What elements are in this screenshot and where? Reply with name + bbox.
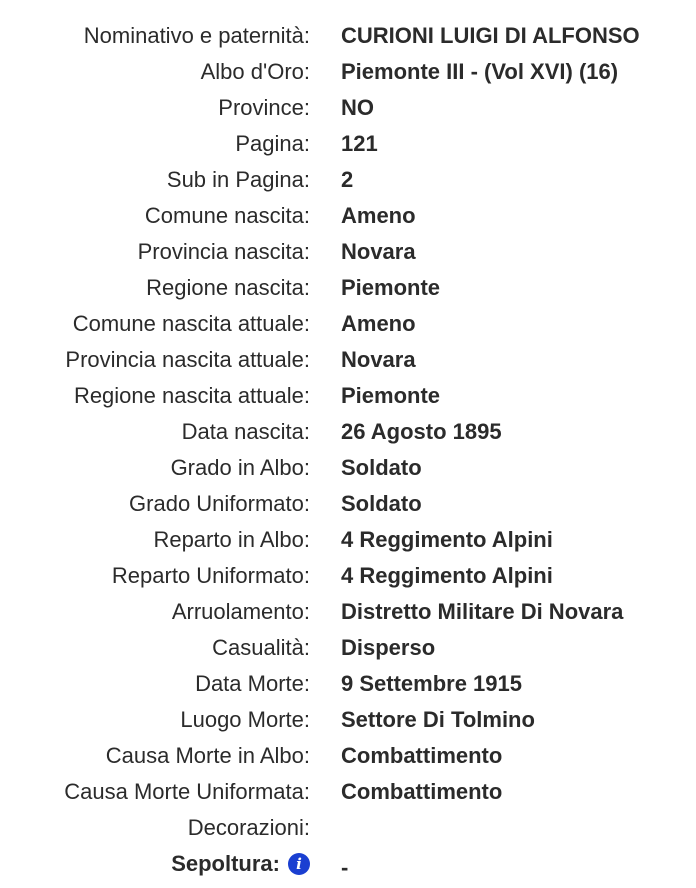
record-row-casualita	[0, 630, 696, 666]
field-value: Disperso	[341, 635, 436, 660]
record-row-nominativo	[0, 18, 696, 54]
field-label: Grado in Albo:	[170, 455, 310, 480]
record-row-comune-nascita-attuale	[0, 306, 696, 342]
field-label: Comune nascita:	[144, 203, 310, 228]
record-row-reparto-uniformato	[0, 558, 696, 594]
record-row-pagina	[0, 126, 696, 162]
record-row-grado-uniformato	[0, 486, 696, 522]
info-icon[interactable]: i	[288, 853, 310, 875]
sepoltura-label-group	[0, 851, 310, 877]
field-value: Piemonte III - (Vol XVI) (16)	[341, 59, 619, 84]
field-label: Data Morte:	[195, 671, 310, 696]
record-row-data-morte	[0, 666, 696, 702]
field-label: Data nascita:	[181, 419, 310, 444]
record-row-provincia-nascita-attuale	[0, 342, 696, 378]
field-value: 9 Settembre 1915	[341, 671, 522, 696]
field-label: Comune nascita attuale:	[72, 311, 310, 336]
field-value: 4 Reggimento Alpini	[341, 563, 553, 588]
record-row-arruolamento	[0, 594, 696, 630]
record-row-causa-morte-uniformata	[0, 774, 696, 810]
field-label: Causa Morte Uniformata:	[64, 779, 310, 804]
field-label: Regione nascita:	[146, 275, 310, 300]
field-value: NO	[341, 95, 374, 120]
field-label: Provincia nascita attuale:	[65, 347, 310, 372]
field-label: Reparto Uniformato:	[111, 563, 310, 588]
field-label: Arruolamento:	[171, 599, 310, 624]
field-value: Settore Di Tolmino	[341, 707, 535, 732]
field-label: Decorazioni:	[187, 815, 310, 840]
field-label: Province:	[218, 95, 310, 120]
field-value: Piemonte	[341, 275, 441, 300]
field-value: 121	[341, 131, 378, 156]
field-label: Sub in Pagina:	[166, 167, 310, 192]
record-row-causa-morte-albo	[0, 738, 696, 774]
record-row-regione-nascita	[0, 270, 696, 306]
field-label: Pagina:	[235, 131, 310, 156]
field-value: Soldato	[341, 455, 422, 480]
field-value: Ameno	[341, 203, 416, 228]
record-row-decorazioni	[0, 810, 696, 846]
field-value: Distretto Militare Di Novara	[341, 599, 624, 624]
record-row-reparto-albo	[0, 522, 696, 558]
record-row-province	[0, 90, 696, 126]
field-value: 2	[341, 167, 354, 192]
field-label: Nominativo e paternità:	[83, 23, 310, 48]
field-label: Regione nascita attuale:	[73, 383, 310, 408]
record-row-albo-oro	[0, 54, 696, 90]
field-label: Luogo Morte:	[180, 707, 310, 732]
field-label: Causa Morte in Albo:	[105, 743, 310, 768]
record-row-comune-nascita	[0, 198, 696, 234]
record-row-grado-albo	[0, 450, 696, 486]
field-value: Soldato	[341, 491, 422, 516]
field-value: Novara	[341, 239, 416, 264]
record-row-luogo-morte	[0, 702, 696, 738]
field-label: Casualità:	[212, 635, 310, 660]
field-label: Reparto in Albo:	[153, 527, 310, 552]
field-value: Novara	[341, 347, 416, 372]
record-row-provincia-nascita	[0, 234, 696, 270]
record-row-data-nascita	[0, 414, 696, 450]
field-label: Grado Uniformato:	[129, 491, 310, 516]
field-label: Albo d'Oro:	[200, 59, 310, 84]
field-value: Combattimento	[341, 779, 503, 804]
field-value: CURIONI LUIGI DI ALFONSO	[341, 23, 640, 48]
field-label: Sepoltura:	[171, 851, 280, 876]
field-value: 4 Reggimento Alpini	[341, 527, 553, 552]
field-value: Piemonte	[341, 383, 441, 408]
record-row-sub-pagina	[0, 162, 696, 198]
field-label: Provincia nascita:	[137, 239, 310, 264]
field-value: Ameno	[341, 311, 416, 336]
record-row-regione-nascita-attuale	[0, 378, 696, 414]
record-row-sepoltura	[0, 846, 696, 882]
field-value: 26 Agosto 1895	[341, 419, 502, 444]
field-value: Combattimento	[341, 743, 503, 768]
field-value: -	[341, 855, 349, 880]
